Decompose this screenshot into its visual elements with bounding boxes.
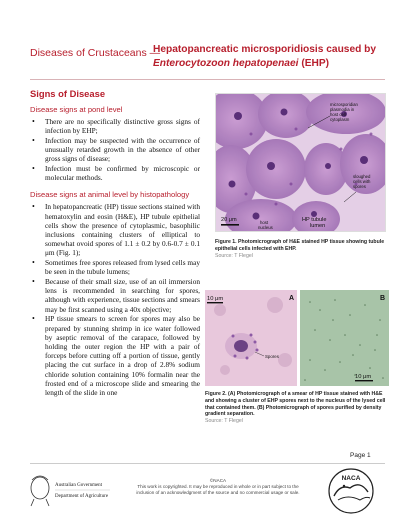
- label-tubule-lumen: HP tubule lumen: [302, 217, 327, 229]
- list-item: • HP tissue smears to screen for spores may also be prepared by stunning shrimp in ice water followed by aseptic removal of the carapace, followed by holding the outer region the HP with a pair of forceps before cutting off a portion of tissue, gently placing the cut surface in a drop of 2.8% sodium chloride solution containing 10% formalin near the frosted end of a microscope slide and smearing the length of the slide in one: [30, 314, 200, 397]
- document-title: [153, 43, 383, 71]
- caption-text: Figure 2. (A) Photomicrograph of a smear of HP tissue stained with H&E and showing a cluster of EHP spores next to the nucleus of the lysed cell that contained them. (B) Photomicrograph of spores purified by density gradient separation.: [205, 391, 386, 418]
- scale-label-b: 10 μm: [355, 374, 372, 380]
- list-item: • Infection must be confirmed by microscopic or molecular methods.: [30, 164, 200, 182]
- scale-label-a: 10 μm: [207, 296, 224, 302]
- series-title: Diseases of Crustaceans —: [30, 47, 161, 59]
- label-plasmodia: microsporidian plasmodia in host cell cytoplasm: [330, 102, 358, 122]
- pathogen-abbrev: (EHP): [298, 58, 330, 69]
- copyright-line: inclusion of an acknowledgment of the source and no commercial usage or sale.: [136, 490, 300, 496]
- panel-a-label: A: [289, 295, 295, 302]
- histopathology-heading: Disease signs at animal level by histopathology: [30, 190, 190, 200]
- list-item: • Infection may be suspected with the occurrence of unusually retarded growth in the absence of other gross signs of disease;: [30, 136, 200, 164]
- main-text-column: [30, 86, 200, 398]
- figure-2-caption: [205, 391, 387, 425]
- list-item: • There are no specifically distinctive gross signs of infection by EHP;: [30, 117, 200, 135]
- australian-government-logo: [28, 470, 113, 510]
- figure-2-micrographs: [205, 290, 389, 386]
- naca-text: NACA: [341, 475, 361, 482]
- figure-1-caption: [215, 239, 387, 259]
- title-line-2: [153, 57, 383, 71]
- caption-source: Source: T Flegel: [205, 418, 243, 425]
- list-item: • Because of their small size, use of an oil immersion lens is recommended in searching for spores, although with experience, tissue sections and smears may be first scanned using a 40x objective;: [30, 277, 200, 314]
- page-number: Page 1: [350, 452, 371, 459]
- caption-text: Figure 1. Photomicrograph of H&E stained HP tissue showing tubule epithelial cells infected with EHP.: [215, 239, 385, 252]
- list-item: • In hepatopancreatic (HP) tissue sections stained with hematoxylin and eosin (H&E), HP tubule epithelial cells show the presence of cytoplasmic, basophilic inclusions containing clusters of elliptical to somewhat ovoid spores of 1.1 ± 0.2 by 0.6-0.7 ± 0.1 μm (Fig. 1);: [30, 202, 200, 257]
- list-item: • Sometimes free spores released from lysed cells may be seen in the tubule lumens;: [30, 258, 200, 276]
- micrograph-image: [216, 94, 386, 232]
- scale-label-fig1: 20 μm: [221, 217, 237, 223]
- copyright-line: This work is copyrighted. It may be reproduced in whole or in part subject to the: [137, 484, 299, 490]
- header-divider: [30, 79, 385, 80]
- scale-bar: [221, 224, 239, 226]
- label-spores: Spores: [265, 354, 279, 359]
- copyright-notice: [120, 478, 316, 497]
- gov-line-2: Department of Agriculture: [55, 494, 109, 499]
- figure-1-micrograph: [215, 93, 386, 232]
- naca-logo: [320, 466, 382, 516]
- label-host-nucleus: host nucleus: [258, 220, 273, 230]
- pond-bullets: [30, 117, 200, 182]
- histopathology-bullets: [30, 202, 200, 397]
- label-sloughed-cells: sloughed cells with spores: [353, 174, 371, 189]
- micrograph-panels: [205, 290, 389, 386]
- pond-level-heading: Disease signs at pond level: [30, 105, 123, 114]
- gov-line-1: Australian Government: [55, 483, 103, 488]
- caption-source: Source: T Flegel: [215, 252, 253, 259]
- section-heading: Signs of Disease: [30, 88, 106, 99]
- page-header: [0, 0, 400, 78]
- title-line-1: Hepatopancreatic microsporidiosis caused by: [153, 44, 377, 55]
- footer-divider: [30, 463, 385, 464]
- panel-b-label: B: [380, 295, 386, 302]
- copyright-line: ©NACA: [209, 478, 227, 483]
- pathogen-name: Enterocytozoon hepatopenaei: [153, 58, 299, 69]
